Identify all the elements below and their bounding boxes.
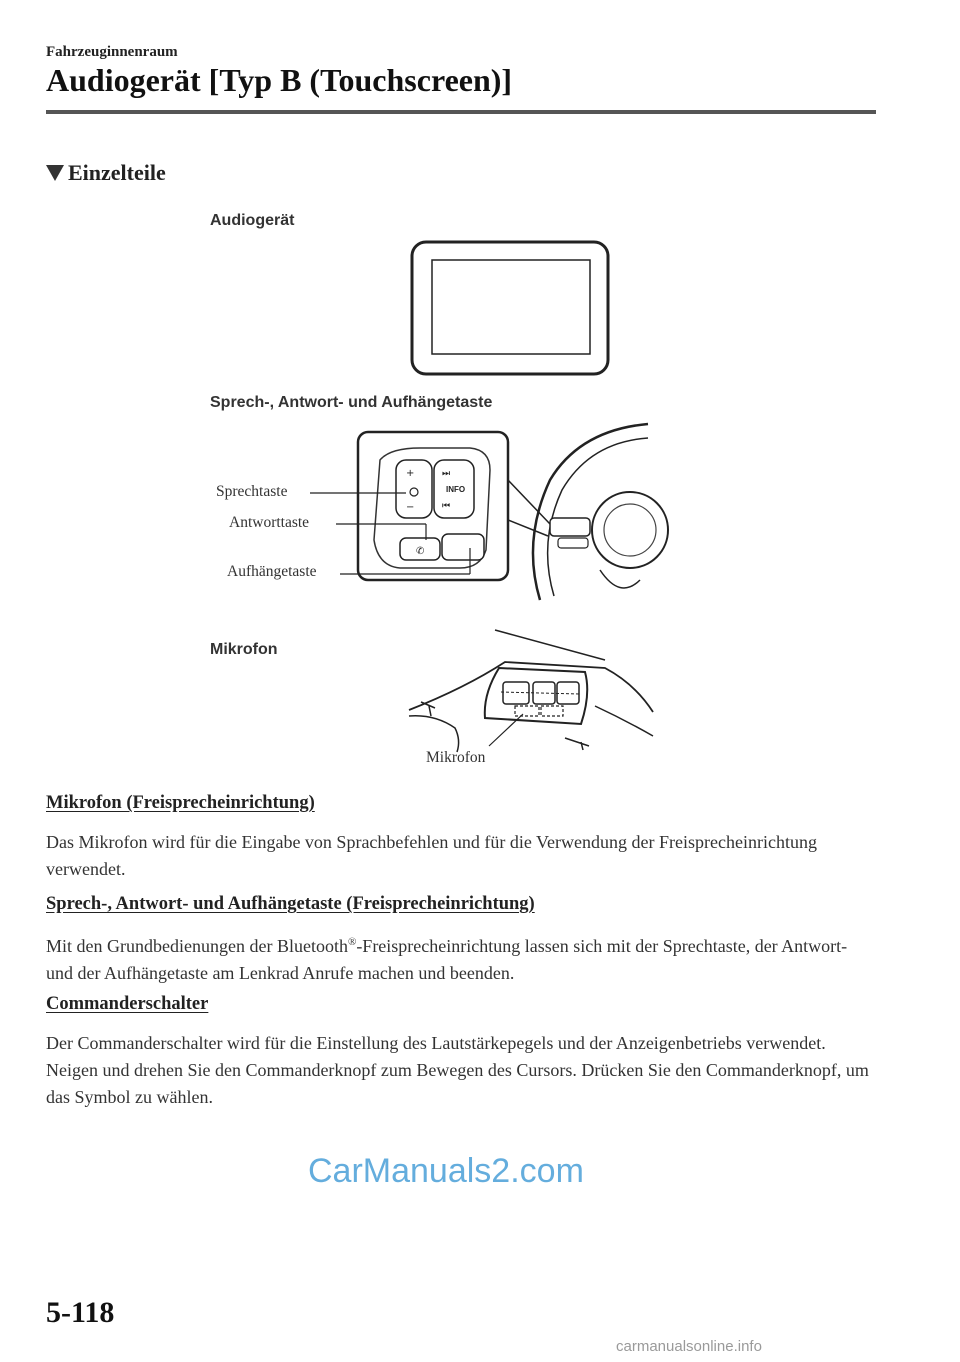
watermark-logo: CarManuals2.com xyxy=(308,1152,584,1190)
figure-label-audio: Audiogerät xyxy=(210,212,295,229)
header-rule xyxy=(46,110,876,114)
subheading xyxy=(46,160,166,186)
svg-text:✆: ✆ xyxy=(416,546,425,557)
steering-buttons-illustration xyxy=(300,420,650,612)
heading-sprech-antwort-aufhaenge: Sprech-, Antwort- und Aufhängetaste (Freisprecheinrichtung) xyxy=(46,894,535,914)
paragraph-commanderschalter: Der Commanderschalter wird für die Einstellung des Lautstärkepegels und der Anzeigenbetriebs verwendet. Neigen und drehen Sie den Commanderknopf zum Bewegen des Cursors. Drücken Sie den Commanderknopf, um das Symbol zu wählen. xyxy=(46,1033,869,1107)
svg-text:⏮: ⏮ xyxy=(442,501,451,511)
page-number: 5-118 xyxy=(46,1296,115,1329)
info-button-text: INFO xyxy=(446,485,466,494)
callout-mikrofon: Mikrofon xyxy=(426,749,486,766)
paragraph-mikrofon: Das Mikrofon wird für die Eingabe von Sprachbefehlen und für die Verwendung der Freisprecheinrichtung verwendet. xyxy=(46,832,817,879)
microphone-illustration xyxy=(405,628,655,758)
svg-text:−: − xyxy=(406,502,415,513)
callout-antworttaste: Antworttaste xyxy=(229,514,310,531)
heading-commanderschalter: Commanderschalter xyxy=(46,994,209,1014)
figure-label-buttons: Sprech-, Antwort- und Aufhängetaste xyxy=(210,394,493,411)
footer-watermark: carmanualsonline.info xyxy=(616,1338,762,1355)
page-title: Audiogerät [Typ B (Touchscreen)] xyxy=(46,62,513,98)
audio-unit-illustration xyxy=(410,240,610,376)
section-label: Fahrzeuginnenraum xyxy=(46,44,178,60)
callout-aufhaengetaste: Aufhängetaste xyxy=(227,563,317,580)
registered-mark: ® xyxy=(347,936,357,948)
paragraph-text-after: -Freisprecheinrichtung lassen sich mit der Sprechtaste, der Antwort- und der Aufhängetaste am Lenkrad Anrufe machen und beenden. xyxy=(46,936,848,983)
callout-sprechtaste: Sprechtaste xyxy=(216,483,288,500)
svg-text:⏭: ⏭ xyxy=(442,469,451,479)
paragraph-sprech-antwort-aufhaenge xyxy=(46,929,876,987)
heading-mikrofon: Mikrofon (Freisprecheinrichtung) xyxy=(46,793,315,813)
paragraph-text-before: Mit den Grundbedienungen der Bluetooth xyxy=(46,936,348,956)
svg-text:+: + xyxy=(406,468,415,479)
figure-label-mic: Mikrofon xyxy=(210,641,278,658)
subheading-text: Einzelteile xyxy=(68,160,166,185)
triangle-down-icon xyxy=(46,165,64,181)
